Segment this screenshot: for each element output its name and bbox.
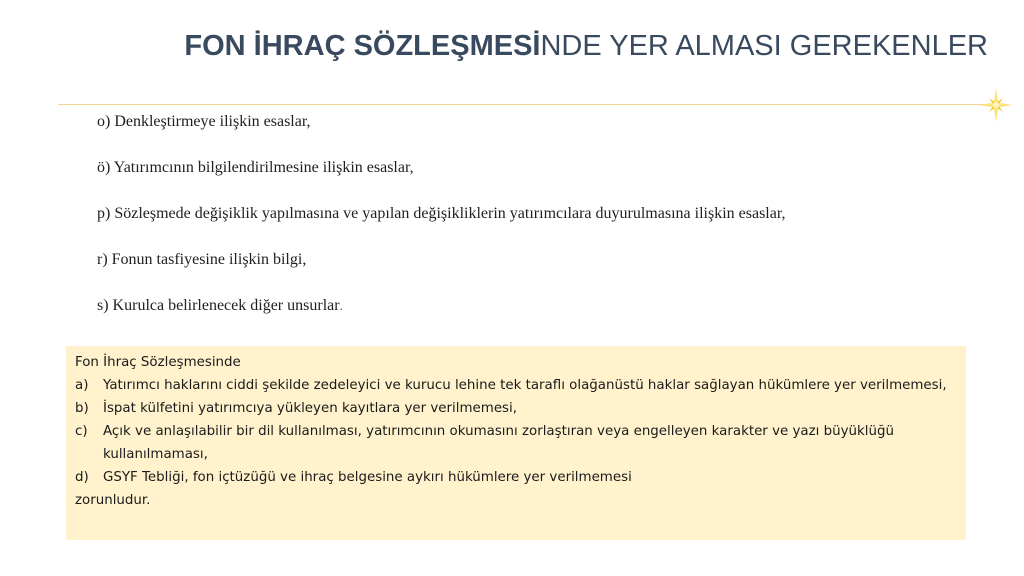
star-core [993,102,999,108]
note-point-text: Açık ve anlaşılabilir bir dil kullanılması, yatırımcının okumasını zorlaştıran veya engelleyen karakter ve yazı büyüklüğü kullanılmaması, [103,424,894,462]
list-item-r: r) Fonun tasfiyesine ilişkin bilgi, [97,251,307,268]
list-item-s [97,297,343,315]
note-point-b [75,397,958,420]
note-point-text: Yatırımcı haklarını ciddi şekilde zedeleyici ve kurucu lehine tek taraflı olağanüstü haklar sağlayan hükümlere yer verilmemesi, [103,378,947,393]
note-heading: Fon İhraç Sözleşmesinde [75,355,241,370]
title-divider [58,104,988,105]
list-item-o: o) Denkleştirmeye ilişkin esaslar, [97,113,311,130]
note-point-marker: a) [75,378,89,393]
requirements-note [66,346,966,540]
slide-title [0,30,988,63]
slide-title-bold: FON İHRAÇ SÖZLEŞMESİ [184,30,541,62]
note-point-text: İspat külfetini yatırımcıya yükleyen kayıtlara yer verilmemesi, [103,401,518,416]
list-item-s-text: s) Kurulca belirlenecek diğer unsurlar [97,297,340,314]
list-item-p: p) Sözleşmede değişiklik yapılmasına ve yapılan değişikliklerin yatırımcılara duyurulmasına ilişkin esaslar, [97,205,786,222]
note-point-marker: d) [75,470,89,485]
note-point-marker: b) [75,401,89,416]
note-closing: zorunludur. [75,493,151,508]
note-point-c [75,420,958,466]
list-item-o-umlaut: ö) Yatırımcının bilgilendirilmesine ilişkin esaslar, [97,159,414,176]
list-item-s-period: . [339,298,343,313]
note-point-marker: c) [75,424,88,439]
note-point-a [75,374,958,397]
slide-title-rest: NDE YER ALMASI GEREKENLER [540,30,988,62]
star-icon [979,88,1013,122]
note-point-text: GSYF Tebliği, fon içtüzüğü ve ihraç belgesine aykırı hükümlere yer verilmemesi [103,470,632,485]
note-point-d [75,466,958,489]
